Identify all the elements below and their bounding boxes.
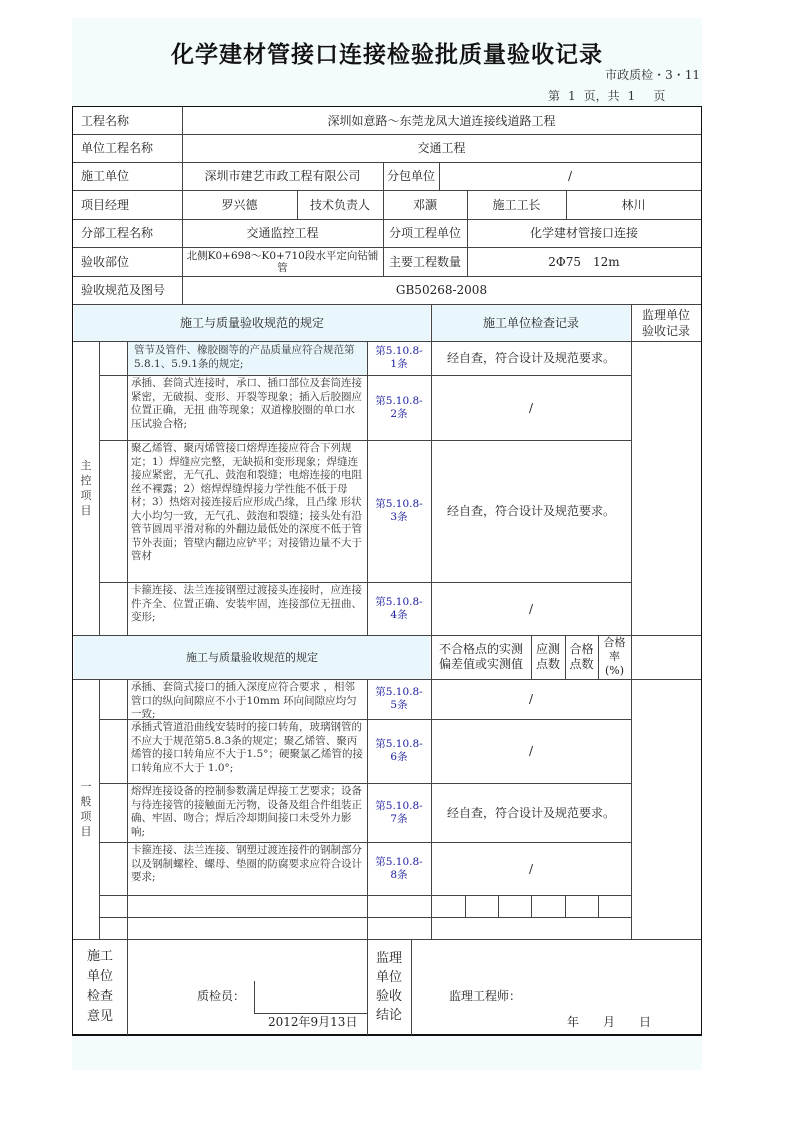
general-item-4-clause: 第5.10.8-8条 — [375, 855, 423, 881]
record-table — [72, 106, 702, 1036]
general-label: 一般项目 — [80, 780, 92, 838]
general-item-2-text: 承插式管道沿曲线安装时的接口转角，玻璃钢管的不应大于规范第5.8.3条的规定；聚乙烯管、聚丙烯管的接口转角应不大于1.5°；硬聚氯乙烯管的接口转角应不大于 1.0°; — [131, 721, 363, 774]
tech-value: 邓灏 — [412, 197, 437, 212]
main-item-2-clause: 第5.10.8-2条 — [375, 394, 423, 420]
general-item-3-record: 经自查，符合设计及规范要求。 — [446, 805, 615, 820]
form-code: 市政质检・3・11 — [605, 68, 700, 82]
general-item-1-record: / — [528, 692, 534, 706]
main-item-1-record: 经自查，符合设计及规范要求。 — [446, 351, 615, 365]
inspection-date: 2012年9月13日 — [268, 1015, 358, 1029]
main-item-4-clause: 第5.10.8-4条 — [375, 595, 423, 621]
division-label: 分部工程名称 — [81, 226, 154, 240]
general-item-4-record: / — [528, 861, 534, 876]
subcontractor-label: 分包单位 — [386, 169, 435, 183]
standard-label: 验收规范及图号 — [81, 283, 166, 297]
contractor-opinion-label: 施工单位检查意见 — [86, 949, 113, 1024]
quantity-value: 2Φ75 12m — [548, 254, 620, 269]
main-item-2-record: / — [528, 400, 534, 415]
spec-header: 施工与质量验收规范的规定 — [74, 305, 430, 341]
general-item-2-clause: 第5.10.8-6条 — [375, 738, 423, 763]
main-item-3-record: 经自查，符合设计及规范要求。 — [446, 504, 615, 518]
general-item-1-clause: 第5.10.8-5条 — [375, 686, 423, 711]
main-item-2-text: 承插、套筒式连接时，承口、插口部位及套筒连接紧密，无破损、变形、开裂等现象；插入后胶圈应位置正确，无扭 曲等现象；双道橡胶圈的单口水压试验合格; — [131, 377, 362, 430]
project-name-value: 深圳如意路～东莞龙凤大道连接线道路工程 — [327, 113, 556, 128]
supervisor-date-blank: 年 月 日 — [567, 1015, 652, 1029]
foreman-value: 林川 — [621, 197, 646, 212]
main-item-1-clause: 第5.10.8-1条 — [375, 345, 423, 370]
main-item-3-text: 聚乙烯管、聚丙烯管接口熔焊连接应符合下列规定；1）焊缝应完整，无缺损和变形现象；焊缝连接应紧密，无气孔、鼓泡和裂缝；电熔连接的电阻丝不裸露；2）熔焊焊缝焊接力学性能不低于母材；3）热熔对接连接后应形成凸缘，且凸缘 形状大小均匀一致，无气孔、鼓泡和裂缝；接头处有沿管节圆周平滑对称的外翻边最低处的深度不低于管节外表面；管壁内翻边应铲平；对接错边量不大于管材 — [131, 442, 362, 562]
subitem-label: 分项工程单位 — [388, 226, 461, 240]
unit-project-label: 单位工程名称 — [81, 141, 154, 155]
pm-value: 罗兴德 — [221, 197, 258, 212]
main-control-label: 主控项目 — [80, 459, 92, 517]
main-item-3-clause: 第5.10.8-3条 — [375, 498, 423, 523]
foreman-label: 施工工长 — [492, 197, 541, 212]
general-spec-header: 施工与质量验收规范的规定 — [74, 636, 430, 679]
supervisor-opinion-label: 监理单位验收结论 — [376, 951, 403, 1023]
subitem-value: 化学建材管接口连接 — [529, 226, 638, 240]
location-label: 验收部位 — [81, 254, 130, 269]
general-item-3-text: 熔焊连接设备的控制参数满足焊接工艺要求；设备与待连接管的接触面无污物，设备及组合件组装正确、牢固、吻合；焊后冷却期间接口未受外力影响; — [131, 785, 362, 838]
general-item-4-text: 卡箍连接、法兰连接、钢塑过渡连接件的钢制部分以及钢制螺栓、螺母、垫圈的防腐要求应符合设计要求; — [131, 844, 362, 883]
engineer-label: 监理工程师： — [449, 989, 522, 1003]
deviation-header: 不合格点的实测偏差值或实测值 — [438, 642, 523, 671]
inspect-header: 施工单位检查记录 — [432, 305, 630, 341]
quantity-label: 主要工程数量 — [388, 254, 461, 269]
contractor-value: 深圳市建艺市政工程有限公司 — [204, 169, 361, 183]
main-item-4-text: 卡箍连接、法兰连接钢塑过渡接头连接时，应连接件齐全、位置正确、安装牢固，连接部位无扭曲、变形; — [131, 584, 362, 623]
unit-project-value: 交通工程 — [417, 141, 466, 155]
main-item-1-text: 管节及管件、橡胶圈等的产品质量应符合规范第5.8.1、5.9.1条的规定; — [128, 342, 367, 375]
pm-label: 项目经理 — [81, 197, 130, 212]
standard-value: GB50268-2008 — [395, 283, 488, 297]
tech-label: 技术负责人 — [309, 197, 370, 212]
main-item-4-record: / — [528, 601, 534, 616]
project-name-label: 工程名称 — [81, 113, 130, 128]
page-number: 第 1 页，共 1 页 — [548, 89, 666, 103]
rate-header: 合格率(%) — [603, 636, 626, 677]
document-title: 化学建材管接口连接检验批质量验收记录 — [171, 42, 603, 68]
division-value: 交通监控工程 — [246, 226, 319, 240]
subcontractor-value: / — [567, 169, 573, 183]
general-item-1-text: 承插、套筒式接口的插入深度应符合要求 ，相邻管口的纵向间隙应不小于10mm 环向间隙应均匀一致; — [131, 681, 357, 719]
general-item-3-clause: 第5.10.8-7条 — [375, 799, 423, 825]
pass-header: 合格点数 — [569, 642, 594, 671]
supervise-header: 监理单位验收记录 — [641, 308, 690, 338]
location-value: 北侧K0+698～K0+710段水平定向钻铺管 — [186, 249, 379, 274]
inspector-label: 质检员： — [197, 989, 246, 1003]
general-item-2-record: / — [528, 744, 534, 758]
contractor-label: 施工单位 — [81, 169, 130, 183]
points-header: 应测点数 — [535, 642, 560, 671]
